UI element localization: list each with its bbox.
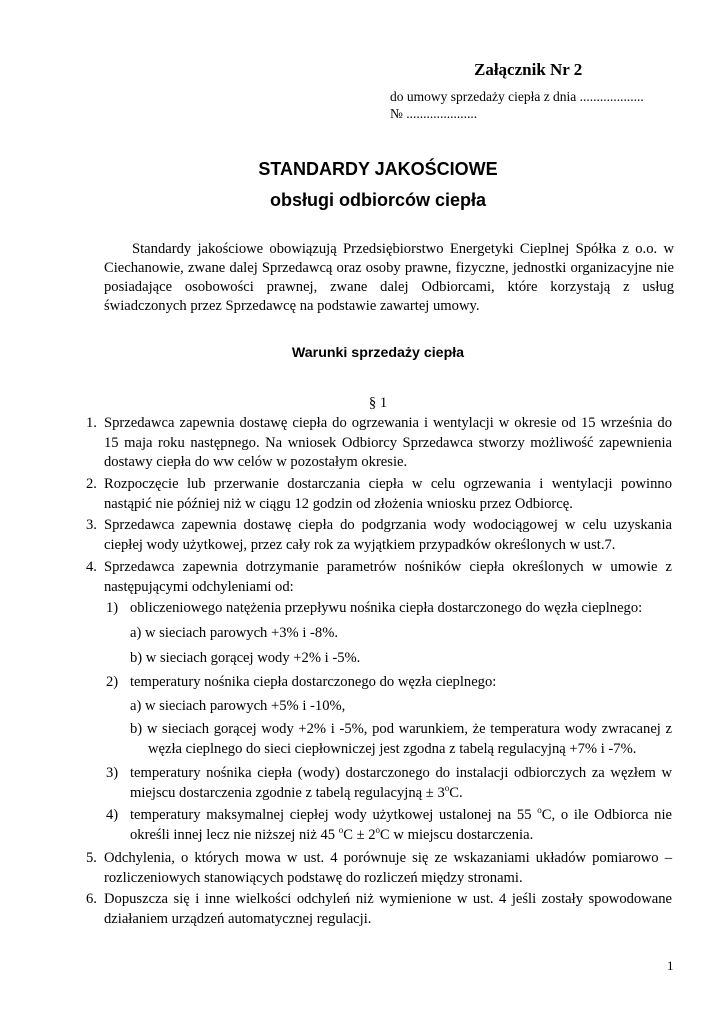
list-item-text: Sprzedawca zapewnia dostawę ciepła do podgrzania wody wodociągowej w celu uzyskania ciepłej wody użytkowej, przez cały rok za wyjątkiem przypadków określonych w ust.7. bbox=[104, 517, 672, 553]
sub-item-2b bbox=[130, 720, 672, 759]
list-item-text: Sprzedawca zapewnia dostawę ciepła do ogrzewania i wentylacji w okresie od 15 września do 15 maja roku następnego. Na wniosek Odbiorcy Sprzedawca stworzy możliwość zapewnienia dostawy ciepła do ww celów w pozostałym okresie. bbox=[104, 415, 672, 470]
list-item-1 bbox=[86, 414, 672, 473]
list-item-number: 6. bbox=[86, 891, 97, 907]
sub-item-letter-text: b) w sieciach gorącej wody +2% i -5%, pod warunkiem, że temperatura wody zwracanej z węzła cieplnego do sieci ciepłowniczej jest zgodna z tabelą regulacyjną +7% i -7%. bbox=[130, 721, 672, 757]
list-item-3 bbox=[86, 516, 672, 555]
sub-item-text: obliczeniowego natężenia przepływu nośnika ciepła dostarczonego do węzła cieplnego: bbox=[130, 600, 643, 616]
list-item-number: 3. bbox=[86, 517, 97, 533]
sub-item-number: 1) bbox=[106, 600, 119, 616]
sub-item-text: temperatury nośnika ciepła (wody) dostarczonego do instalacji odbiorczych za węzłem w miejscu dostarczenia zgodnie z tabelą regulacyjną ± $3^oC$. bbox=[130, 765, 672, 801]
intro-paragraph: Standardy jakościowe obowiązują Przedsiębiorstwo Energetyki Cieplnej Spółka z o.o. w Ciechanowie, zwane dalej Sprzedawcą oraz osoby prawne, fizyczne, jednostki organizacyjne nie posiadające osobowości prawnej, zwane dalej Odbiorcami, które korzystają z usług świadczonych przez Sprzedawcę na podstawie zawartej umowy. bbox=[104, 241, 674, 314]
sub-item-text: temperatury maksymalnej ciepłej wody użytkowej ustalonej na 55 $^o$C, o ile Odbiorca nie określi innej lecz nie niższej niż 45 $^oC \pm 2^oC$ w miejscu dostarczenia. bbox=[130, 805, 672, 843]
sub-item-1b bbox=[130, 649, 672, 669]
sub-item-2a bbox=[130, 697, 672, 717]
sub-item-1 bbox=[106, 599, 672, 619]
list-item-2 bbox=[86, 475, 672, 514]
sub-item-number: 3) bbox=[106, 765, 119, 781]
sub-item-text: temperatury nośnika ciepła dostarczonego do węzła cieplnego: bbox=[130, 674, 497, 690]
sub-item-letter-text: a) w sieciach parowych +3% i -8%. bbox=[130, 625, 339, 641]
page-number: 1 bbox=[667, 958, 674, 973]
annex-title: Załącznik Nr 2 bbox=[474, 60, 583, 79]
sub-item-4 bbox=[106, 806, 672, 845]
list-item-6 bbox=[86, 890, 672, 929]
sub-item-2 bbox=[106, 673, 672, 693]
contract-reference-date: do umowy sprzedaży ciepła z dnia ................... bbox=[390, 89, 644, 104]
document-subtitle: obsługi odbiorców ciepła bbox=[269, 190, 487, 210]
list-item-number: 2. bbox=[86, 476, 97, 492]
list-item-text: Rozpoczęcie lub przerwanie dostarczania ciepła w celu ogrzewania i wentylacji powinno nastąpić nie później niż w ciągu 12 godzin od złożenia wniosku przez Odbiorcę. bbox=[104, 476, 672, 512]
sub-item-3 bbox=[106, 764, 672, 803]
list-item-number: 5. bbox=[86, 850, 97, 866]
list-item-text: Sprzedawca zapewnia dotrzymanie parametrów nośników ciepła określonych w umowie z następującymi odchyleniami od: bbox=[104, 559, 672, 595]
list-item-text: Odchylenia, o których mowa w ust. 4 porównuje się ze wskazaniami układów pomiarowo – rozliczeniowych stanowiących podstawę do rozliczeń między stronami. bbox=[104, 850, 672, 886]
sub-item-letter-text: b) w sieciach gorącej wody +2% i -5%. bbox=[130, 650, 361, 666]
list-item-5 bbox=[86, 849, 672, 888]
list-item-number: 1. bbox=[86, 415, 97, 431]
list-item-text: Dopuszcza się i inne wielkości odchyleń niż wymienione w ust. 4 jeśli zostały spowodowane działaniem urządzeń automatycznej regulacji. bbox=[104, 891, 672, 927]
list-item-4 bbox=[86, 558, 672, 597]
sub-item-number: 4) bbox=[106, 807, 119, 823]
sub-item-letter-text: a) w sieciach parowych +5% i -10%, bbox=[130, 698, 346, 714]
list-item-number: 4. bbox=[86, 559, 97, 575]
sub-item-number: 2) bbox=[106, 674, 119, 690]
contract-reference-number: № ..................... bbox=[390, 106, 478, 121]
document-title: STANDARDY JAKOŚCIOWE bbox=[258, 159, 498, 179]
sub-item-1a bbox=[130, 624, 672, 644]
paragraph-mark: § 1 bbox=[368, 395, 388, 411]
section-heading: Warunki sprzedaży ciepła bbox=[291, 345, 465, 361]
